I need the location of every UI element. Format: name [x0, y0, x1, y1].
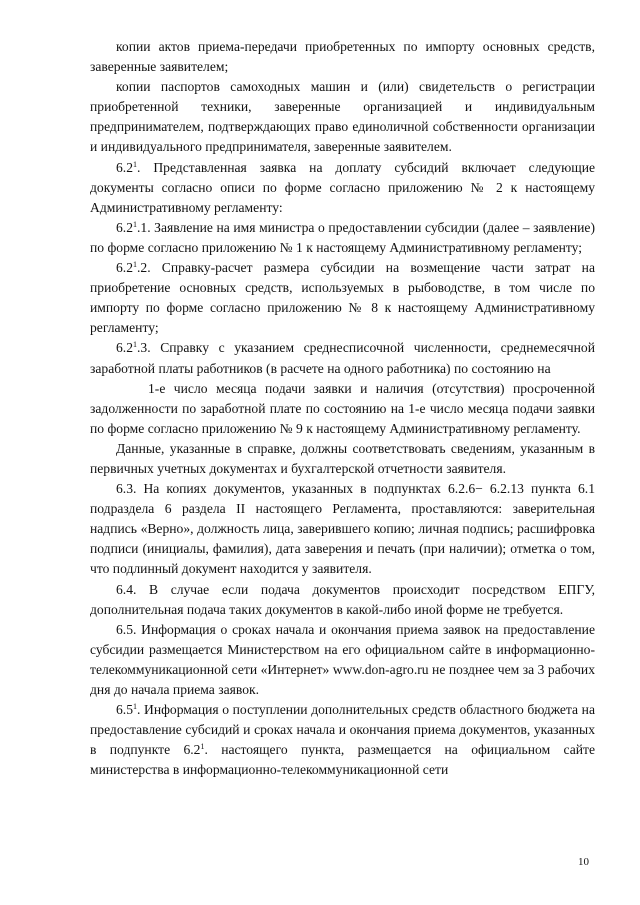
paragraph-p11 [90, 620, 595, 700]
paragraph-text: 6.2 [116, 159, 133, 175]
superscript: 1 [133, 159, 137, 169]
paragraph-text: 6.2 [116, 340, 133, 356]
paragraph-p12 [90, 700, 595, 780]
document-body [90, 37, 595, 780]
paragraph-text: 6.3. На копиях документов, указанных в подпунктах 6.2.6− 6.2.13 пункта 6.1 подраздела 6 раздела II настоящего Регламента, проставляются: заверительная надпись «Верно», должность лица, заверившего копию; личная подпись; расшифровка подписи (инициалы, фамилия), дата заверения и печать (при наличии); отметка о том, что подлинный документ находится у заявителя. [90, 481, 595, 577]
paragraph-p8 [90, 439, 595, 479]
paragraph-p4 [90, 218, 595, 258]
paragraph-text: . Представленная заявка на доплату субсидий включает следующие документы согласно описи по форме согласно приложению № 2 к настоящему Административному регламенту: [90, 159, 595, 215]
paragraph-text: Данные, указанные в справке, должны соответствовать сведениям, указанным в первичных учетных документах и бухгалтерской отчетности заявителя. [90, 440, 595, 476]
superscript: 1 [133, 702, 137, 712]
paragraph-p5 [90, 258, 595, 338]
superscript: 1 [133, 260, 137, 270]
paragraph-p6 [90, 338, 595, 378]
paragraph-text: . настоящего пункта, размещается на официальном сайте министерства в информационно-телекоммуникационной сети [90, 742, 595, 778]
paragraph-p3 [90, 158, 595, 218]
paragraph-text: 6.4. В случае если подача документов происходит посредством ЕПГУ, дополнительная подача таких документов в какой-либо иной форме не требуется. [90, 581, 595, 617]
paragraph-text: .2. Справку-расчет размера субсидии на возмещение части затрат на приобретение основных средств, используемых в рыбоводстве, в том числе по импорту по форме согласно приложению № 8 к настоящему Административному регламенту; [90, 260, 595, 336]
paragraph-p7 [90, 379, 595, 439]
paragraph-p1 [90, 37, 595, 77]
paragraph-p9 [90, 479, 595, 579]
paragraph-p2 [90, 77, 595, 157]
paragraph-text: 6.5. Информация о сроках начала и окончания приема заявок на предоставление субсидии размещается Министерством на его официальном сайте в информационно-телекоммуникационной сети «Интернет» www.don-agro.ru не позднее чем за 3 рабочих дня до начала приема заявок. [90, 621, 595, 697]
paragraph-text: 6.2 [116, 260, 133, 276]
superscript: 1 [200, 742, 205, 752]
paragraph-text: копии паспортов самоходных машин и (или) свидетельств о регистрации приобретенной техники, заверенные организацией и индивидуальным предпринимателем, подтверждающих право единоличной собственности организации и индивидуального предпринимателя, заверенные заявителем. [90, 79, 595, 155]
superscript: 1 [133, 219, 137, 229]
paragraph-text: 6.5 [116, 702, 133, 718]
paragraph-text: . Информация о поступлении дополнительных средств областного бюджета на предоставление субсидий и сроках начала и окончания приема документов, указанных в подпункте 6.2 [90, 702, 595, 758]
page-number: 10 [578, 856, 589, 868]
paragraph-text: 6.2 [116, 219, 133, 235]
paragraph-text: 1-е число месяца подачи заявки и наличия (отсутствия) просроченной задолженности по заработной плате по состоянию на 1-е число месяца подачи заявки по форме согласно приложению № 9 к настоящему Административному регламенту. [90, 380, 595, 436]
paragraph-text: .3. Справку с указанием среднесписочной численности, среднемесячной заработной платы работников (в расчете на одного работника) по состоянию на [90, 340, 595, 376]
superscript: 1 [133, 340, 137, 350]
paragraph-p10 [90, 580, 595, 620]
paragraph-text: .1. Заявление на имя министра о предоставлении субсидии (далее – заявление) по форме согласно приложению № 1 к настоящему Административному регламенту; [90, 219, 595, 255]
paragraph-text: копии актов приема-передачи приобретенных по импорту основных средств, заверенные заявителем; [90, 39, 595, 75]
